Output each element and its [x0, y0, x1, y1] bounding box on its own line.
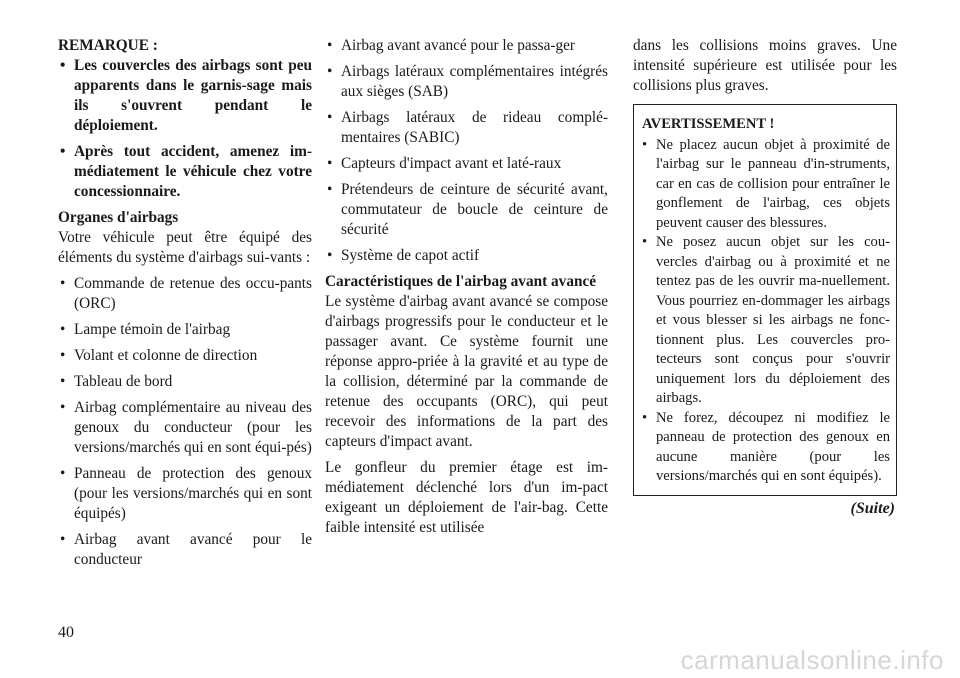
- list-item: • Capteurs d'impact avant et laté-raux: [325, 154, 608, 174]
- section-intro: Votre véhicule peut être équipé des éléments du système d'airbags sui-vants :: [58, 229, 312, 266]
- list-item: • Airbag complémentaire au niveau des genoux du conducteur (pour les versions/marchés qui en sont équi-pés): [58, 398, 312, 458]
- remark-item: • Les couvercles des airbags sont peu apparents dans le garnis-sage mais ils s'ouvrent pendant le déploiement.: [58, 56, 312, 136]
- list-item: • Airbag avant avancé pour le conducteur: [58, 530, 312, 570]
- remark-list: [58, 56, 312, 202]
- list-item: • Airbag avant avancé pour le passa-ger: [325, 36, 608, 56]
- column-right: [633, 36, 897, 519]
- list-item: • Commande de retenue des occu-pants (ORC): [58, 274, 312, 314]
- column-middle: [325, 36, 608, 544]
- paragraph: Le gonfleur du premier étage est im-médiatement déclenché lors d'un im-pact exigeant un déploiement de l'air-bag. Cette faible intensité est utilisée: [325, 459, 608, 536]
- components-list-continued: [325, 36, 608, 266]
- warning-box: [633, 104, 897, 496]
- components-list: [58, 274, 312, 570]
- list-item: • Tableau de bord: [58, 372, 312, 392]
- paragraph: dans les collisions moins graves. Une intensité supérieure est utilisée pour les collisions plus graves.: [633, 37, 897, 94]
- warning-list: [642, 136, 890, 487]
- list-item: • Panneau de protection des genoux (pour les versions/marchés qui en sont équipés): [58, 464, 312, 524]
- list-item: • Airbags latéraux complémentaires intégrés aux sièges (SAB): [325, 62, 608, 102]
- warning-item: • Ne forez, découpez ni modifiez le panneau de protection des genoux en aucune manière (pour les versions/marchés qui en sont équipés).: [642, 409, 890, 487]
- list-item: • Volant et colonne de direction: [58, 346, 312, 366]
- section-title-airbag-components: Organes d'airbags: [58, 209, 179, 226]
- list-item: • Lampe témoin de l'airbag: [58, 320, 312, 340]
- continued-label: (Suite): [850, 499, 895, 517]
- watermark-text: carmanualsonline.info: [680, 645, 944, 675]
- list-item: • Airbags latéraux de rideau complé-mentaires (SABIC): [325, 108, 608, 148]
- list-item: • Système de capot actif: [325, 246, 608, 266]
- warning-item: • Ne posez aucun objet sur les cou-vercles d'airbag ou à proximité et ne tentez pas de les ouvrir ma-nuellement. Vous pourriez en-dommager les airbags et vous blesser si les airbags ne fonc-tionnent plus. Les couvercles pro-tecteurs sont conçus pour s'ouvrir uniquement lors du déploiement des airbags.: [642, 233, 890, 409]
- page-number: 40: [58, 624, 74, 641]
- column-left: [58, 36, 312, 576]
- warning-item: • Ne placez aucun objet à proximité de l'airbag sur le panneau d'in-struments, car en cas de collision pour entraîner le gonflement de l'airbag, ces objets peuvent causer des blessures.: [642, 136, 890, 234]
- warning-title: AVERTISSEMENT !: [642, 116, 775, 132]
- paragraph: Le système d'airbag avant avancé se compose d'airbags progressifs pour le conducteur et le passager avant. Ce système fournit une réponse appro-priée à la gravité et au type de la collision, déterminé par la commande de retenue des occupants (ORC), qui peut recevoir des informations de la part des capteurs d'impact avant.: [325, 293, 608, 450]
- section-title-advanced-front-airbag: Caractéristiques de l'airbag avant avancé: [325, 273, 597, 290]
- remark-title: REMARQUE :: [58, 37, 158, 54]
- remark-item: • Après tout accident, amenez im-médiatement le véhicule chez votre concessionnaire.: [58, 142, 312, 202]
- list-item: • Prétendeurs de ceinture de sécurité avant, commutateur de boucle de ceinture de sécurité: [325, 180, 608, 240]
